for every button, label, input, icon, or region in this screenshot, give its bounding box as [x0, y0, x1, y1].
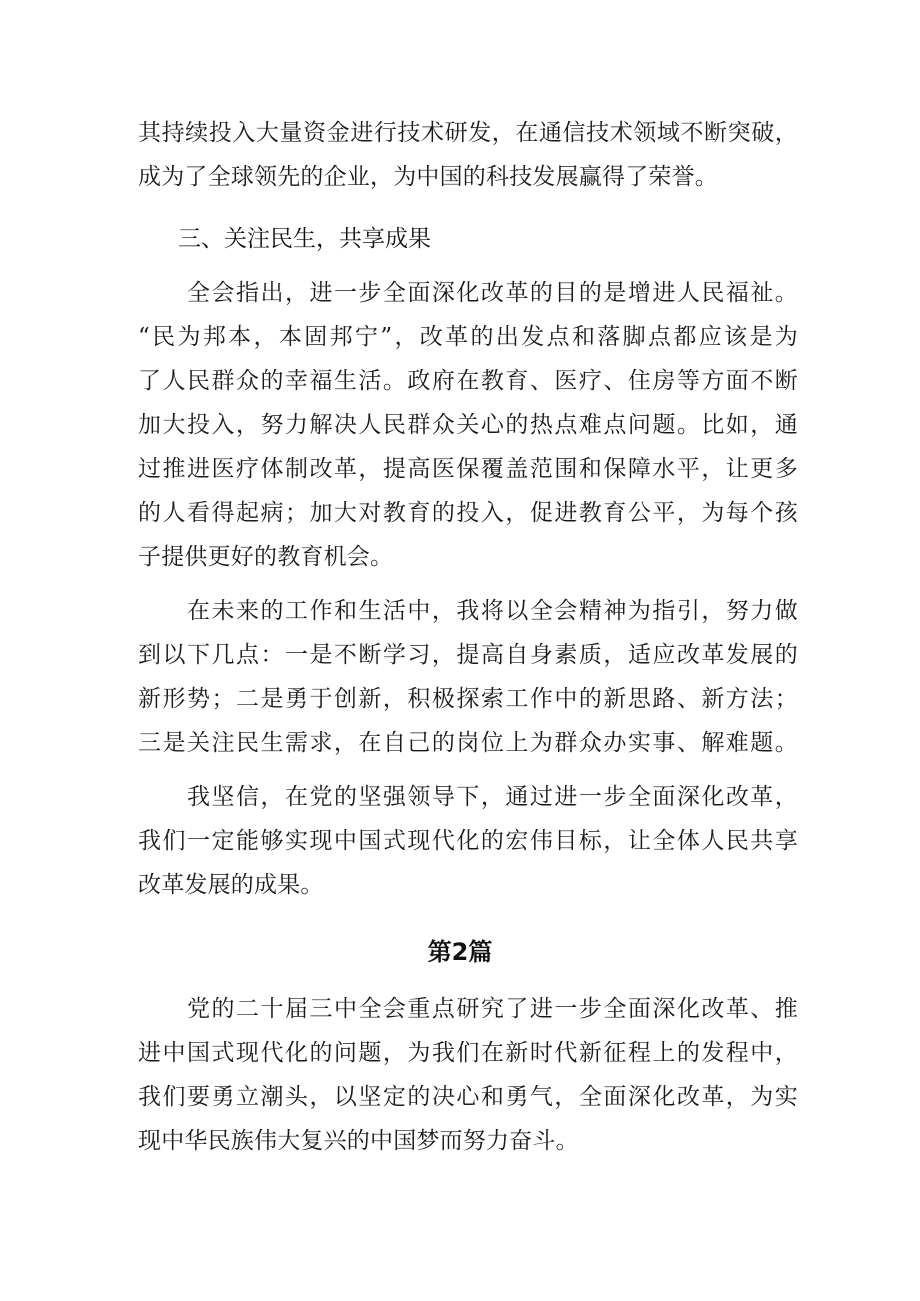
paragraph-3-line-2: 到以下几点：一是不断学习，提高自身素质，适应改革发展的 [138, 642, 798, 668]
paragraph-2-line-2: “民为邦本，本固邦宁”，改革的出发点和落脚点都应该是为 [138, 324, 798, 350]
paragraph-5-line-4: 现中华民族伟大复兴的中国梦而努力奋斗。 [138, 1128, 579, 1154]
paragraph-5-line-2: 进中国式现代化的问题，为我们在新时代新征程上的发程中， [138, 1040, 798, 1066]
paragraph-2-line-5: 过推进医疗体制改革，提高医保覆盖范围和保障水平，让更多 [138, 456, 798, 482]
paragraph-2-line-1: 全会指出，进一步全面深化改革的目的是增进人民福祉。 [187, 280, 798, 306]
paragraph-2-line-4: 加大投入，努力解决人民群众关心的热点难点问题。比如，通 [138, 412, 798, 438]
paragraph-2-line-7: 子提供更好的教育机会。 [138, 544, 394, 570]
section-3-heading: 三、关注民生，共享成果 [178, 226, 431, 252]
paragraph-1-line-2: 成为了全球领先的企业，为中国的科技发展赢得了荣誉。 [138, 164, 718, 190]
paragraph-5-line-1: 党的二十届三中全会重点研究了进一步全面深化改革、推 [187, 996, 798, 1022]
paragraph-5-line-3: 我们要勇立潮头，以坚定的决心和勇气，全面深化改革，为实 [138, 1084, 798, 1110]
paragraph-4-line-3: 改革发展的成果。 [138, 872, 324, 898]
paragraph-3-line-3: 新形势；二是勇于创新，积极探索工作中的新思路、新方法； [138, 686, 798, 712]
paragraph-3-line-1: 在未来的工作和生活中，我将以全会精神为指引，努力做 [187, 598, 798, 624]
paragraph-4-line-1: 我坚信，在党的坚强领导下，通过进一步全面深化改革， [187, 784, 798, 810]
paragraph-2-line-3: 了人民群众的幸福生活。政府在教育、医疗、住房等方面不断 [138, 368, 798, 394]
paragraph-4-line-2: 我们一定能够实现中国式现代化的宏伟目标，让全体人民共享 [138, 828, 798, 854]
paragraph-3-line-4: 三是关注民生需求，在自己的岗位上为群众办实事、解难题。 [138, 730, 798, 756]
chapter-title: 第2篇 [427, 938, 493, 966]
paragraph-1-line-1: 其持续投入大量资金进行技术研发，在通信技术领域不断突破， [138, 120, 798, 146]
paragraph-2-line-6: 的人看得起病；加大对教育的投入，促进教育公平，为每个孩 [138, 500, 798, 526]
